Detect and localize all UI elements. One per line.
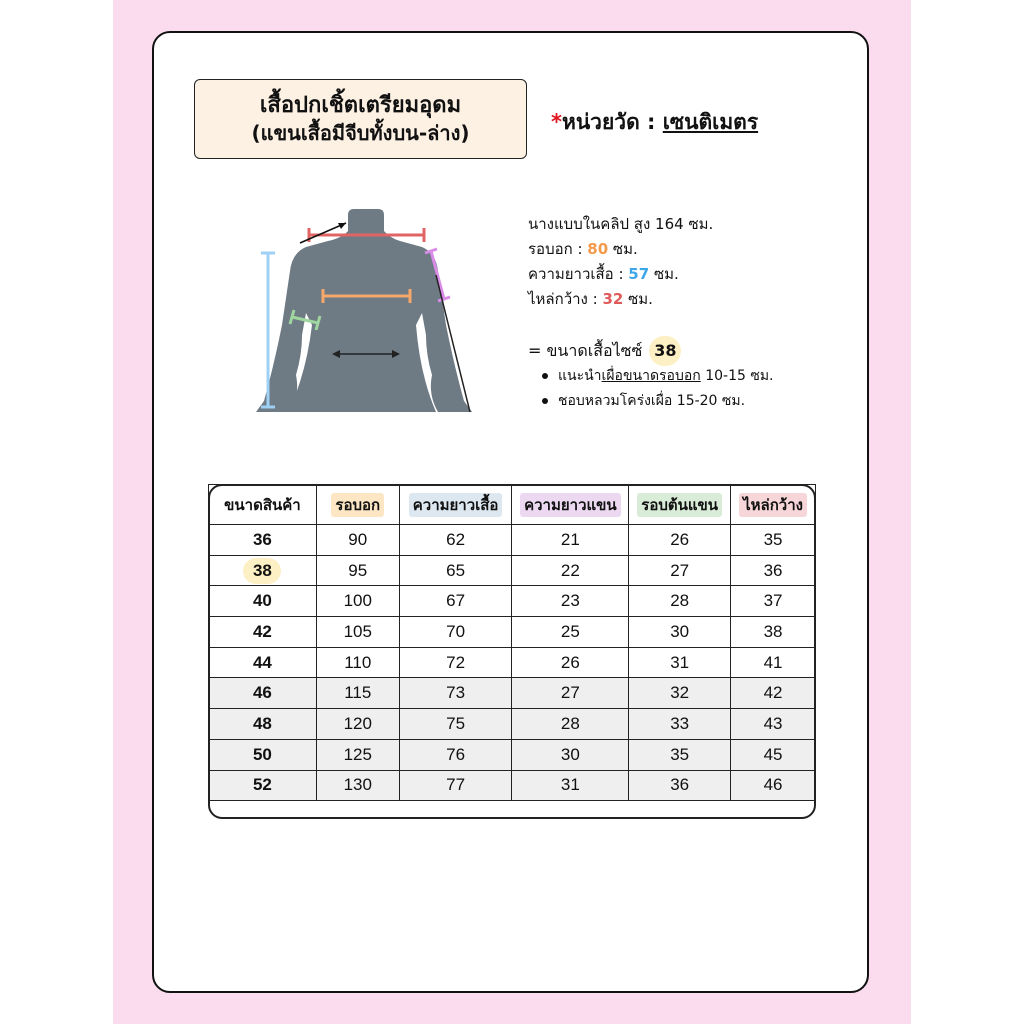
note-item: ชอบหลวมโคร่งเผื่อ 15-20 ซม. (540, 389, 774, 414)
measurement-cell: 72 (399, 647, 512, 678)
measurement-cell: 125 (316, 739, 399, 770)
unit-label: หน่วยวัด : (561, 110, 663, 134)
product-title: เสื้อปกเชิ้ตเตรียมอุดม (259, 93, 462, 118)
measurement-cell: 31 (512, 770, 629, 801)
measurement-cell: 21 (512, 525, 629, 556)
table-row (209, 617, 816, 648)
note-item: แนะนำเผื่อขนาดรอบอก 10-15 ซม. (540, 364, 774, 389)
product-subtitle: (แขนเสื้อมีจีบทั้งบน-ล่าง) (251, 121, 470, 145)
recommended-size-badge: 38 (649, 336, 681, 366)
measurement-cell: 35 (629, 739, 731, 770)
measurement-cell: 95 (316, 555, 399, 586)
table-row (209, 555, 816, 586)
table-row (209, 678, 816, 709)
model-info (528, 212, 713, 312)
measurement-cell: 28 (629, 586, 731, 617)
table-row (209, 647, 816, 678)
measurement-cell: 36 (731, 555, 816, 586)
measurement-cell: 26 (629, 525, 731, 556)
measurement-cell: 38 (731, 617, 816, 648)
measurement-cell: 77 (399, 770, 512, 801)
measurement-cell: 73 (399, 678, 512, 709)
recommended-size (528, 336, 681, 366)
measurement-cell: 120 (316, 709, 399, 740)
measurement-cell: 41 (731, 647, 816, 678)
model-height: นางแบบในคลิป สูง 164 ซม. (528, 215, 714, 233)
measurement-cell: 23 (512, 586, 629, 617)
measurement-cell: 46 (731, 770, 816, 801)
column-header: รอบต้นแขน (629, 485, 731, 525)
table-row (209, 525, 816, 556)
model-shoulder: ไหล่กว้าง : 32 ซม. (528, 290, 653, 308)
column-header: รอบอก (316, 485, 399, 525)
measurement-cell: 100 (316, 586, 399, 617)
size-notes (540, 364, 774, 414)
measurement-cell: 105 (316, 617, 399, 648)
table-header-row (209, 485, 816, 525)
model-shoulder-value: 32 (602, 290, 624, 308)
recommended-size-prefix: = ขนาดเสื้อไซซ์ (528, 341, 648, 360)
measurement-cell: 35 (731, 525, 816, 556)
model-chest-value: 80 (587, 240, 609, 258)
asterisk: * (551, 110, 562, 134)
measurement-cell: 22 (512, 555, 629, 586)
column-header: ขนาดสินค้า (209, 485, 317, 525)
body-measurement-diagram (250, 205, 480, 415)
measurement-cell: 43 (731, 709, 816, 740)
table-body (209, 525, 816, 801)
table-row (209, 770, 816, 801)
size-table (208, 484, 816, 801)
table-row (209, 709, 816, 740)
measurement-cell: 76 (399, 739, 512, 770)
measurement-cell: 67 (399, 586, 512, 617)
measurement-cell: 33 (629, 709, 731, 740)
product-title-box (194, 79, 527, 159)
sleeve-measure-cap-top (425, 249, 437, 253)
measurement-cell: 36 (629, 770, 731, 801)
measurement-cell: 30 (629, 617, 731, 648)
measurement-cell: 90 (316, 525, 399, 556)
measurement-cell: 26 (512, 647, 629, 678)
table-row (209, 586, 816, 617)
measurement-unit (551, 106, 758, 139)
measurement-cell: 28 (512, 709, 629, 740)
measurement-cell: 130 (316, 770, 399, 801)
size-cell: 40 (209, 586, 317, 617)
size-cell (209, 555, 317, 586)
size-cell: 44 (209, 647, 317, 678)
size-table-wrapper (208, 484, 816, 819)
unit-value: เซนติเมตร (662, 110, 759, 134)
model-length-value: 57 (628, 265, 650, 283)
model-chest: รอบอก : 80 ซม. (528, 240, 638, 258)
measurement-cell: 62 (399, 525, 512, 556)
size-cell: 36 (209, 525, 317, 556)
measurement-cell: 115 (316, 678, 399, 709)
measurement-cell: 27 (629, 555, 731, 586)
model-length: ความยาวเสื้อ : 57 ซม. (528, 265, 679, 283)
size-cell: 50 (209, 739, 317, 770)
measurement-cell: 27 (512, 678, 629, 709)
body-silhouette (256, 209, 472, 412)
table-row (209, 739, 816, 770)
measurement-cell: 31 (629, 647, 731, 678)
column-header: ความยาวเสื้อ (399, 485, 512, 525)
size-cell: 48 (209, 709, 317, 740)
measurement-cell: 110 (316, 647, 399, 678)
measurement-cell: 70 (399, 617, 512, 648)
column-header: ไหล่กว้าง (731, 485, 816, 525)
measurement-cell: 45 (731, 739, 816, 770)
measurement-cell: 75 (399, 709, 512, 740)
measurement-cell: 37 (731, 586, 816, 617)
measurement-cell: 30 (512, 739, 629, 770)
column-header: ความยาวแขน (512, 485, 629, 525)
measurement-cell: 25 (512, 617, 629, 648)
size-cell: 52 (209, 770, 317, 801)
highlighted-size: 38 (243, 558, 281, 584)
size-cell: 46 (209, 678, 317, 709)
measurement-cell: 42 (731, 678, 816, 709)
measurement-cell: 32 (629, 678, 731, 709)
size-cell: 42 (209, 617, 317, 648)
measurement-cell: 65 (399, 555, 512, 586)
